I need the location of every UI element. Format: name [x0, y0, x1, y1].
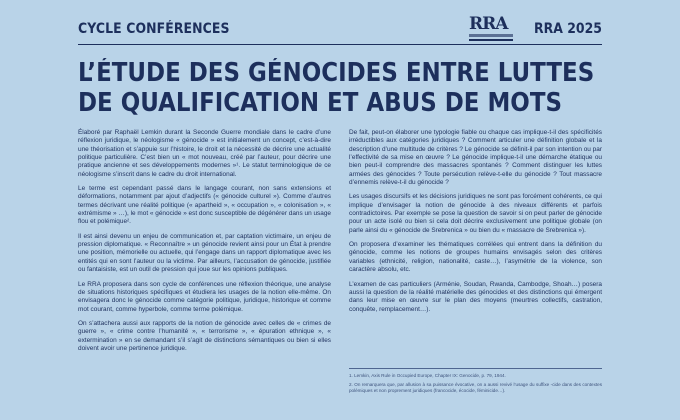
series-title: CYCLE CONFÉRENCES — [78, 21, 230, 37]
header-divider — [78, 44, 602, 45]
page-header — [78, 16, 602, 42]
paragraph: On s’attachera aussi aux rapports de la notion de génocide avec celles de « crimes de guerre », « crime contre l’humanité », « terrorisme », « épuration ethnique », « extermination » en se demandant s’il s’agit de distinctions sémantiques ou bien si elles doivent avoir une pertinence juridique. — [78, 319, 331, 352]
paragraph: Le RRA proposera dans son cycle de conférences une réflexion théorique, une analyse de situations historiques spécifiques et étudiera les usages de la notion elle-même. On envisagera donc le génocide comme catégorie politique, juridique, historique et comme mot courant, comme hyperbole, comme terme polémique. — [78, 280, 331, 313]
paragraph: L’examen de cas particuliers (Arménie, Soudan, Rwanda, Cambodge, Shoah…) posera aussi la question de la réalité matérielle des génocides et des distinctions qui émergent dans leur mise en œuvre sur le plan des moyens (meurtres collectifs, castration, conquête, remplacement…). — [349, 280, 602, 313]
paragraph: Il est ainsi devenu un enjeu de communication et, par captation victimaire, un enjeu de pression diplomatique. « Reconnaître » un génocide revient ainsi pour un État à prendre une position, mémorielle ou actuelle, qui l’engage dans un rapport diplomatique avec les entités qui en sont l’auteur ou la victime. Par ailleurs, l’accusation de génocide, justifiée ou fantaisiste, est un outil de pression qui joue sur les opinions publiques. — [78, 232, 331, 274]
body-columns — [78, 129, 602, 420]
title-line-1: L’ÉTUDE DES GÉNOCIDES ENTRE LUTTES — [78, 58, 595, 88]
paragraph: On proposera d’examiner les thématiques corrélées qui entrent dans la définition du génocide, comme les notions de groupes humains envisagés selon des critères variables (ethnicité, religion, nationalité, caste…), l’asymétrie de la violence, son caractère absolu, etc. — [349, 241, 602, 274]
right-column — [349, 129, 602, 420]
paragraph: Élaboré par Raphaël Lemkin durant la Seconde Guerre mondiale dans le cadre d’une réflexion juridique, le néologisme « génocide » est initialement un concept, c’est-à-dire une théorisation et s’appuie sur l’histoire, le droit et la nécessité de décrire une actualité politique particulière. C’est bien un « mot nouveau, créé par l’auteur, pour décrire une pratique ancienne et ses développements modernes »¹. Le statut terminologique de ce néologisme s’inscrit dans le cadre du droit international. — [78, 129, 331, 178]
paragraph: Le terme est cependant passé dans le langage courant, non sans extensions et déformations, notamment par ajout d’adjectifs (« génocide culturel »). Comme d’autres termes décrivant une réalité politique (« apartheid », « occupation », « colonisation », « extrémisme » …), le mot « génocide » est donc susceptible de dégénérer dans un usage flou et polémique². — [78, 185, 331, 226]
brand-group — [469, 14, 602, 41]
footnotes — [349, 368, 602, 397]
page-title — [78, 58, 595, 118]
paragraph: De fait, peut-on élaborer une typologie fiable ou chaque cas implique-t-il des spécificités irréductibles aux catégories juridiques ? Comment articuler une définition globale et la description d’une multitude de critères ? Le génocide se définit-il par son intention ou par l’effectivité de sa mise en œuvre ? Le génocide implique-t-il une démarche étatique ou bien peut-il comprendre des massacres spontanés ? Comment distinguer les luttes armées des génocides ? Toute persécution relève-t-elle du génocide ? Tout massacre d’ennemis relève-t-il du génocide ? — [349, 129, 602, 187]
logo-underline — [469, 34, 513, 37]
footnote: 1. Lemkin, Axis Rule in Occupied Europe, Chapter IX: Genocide, p. 79, 1944. — [349, 373, 506, 378]
logo-lettering: RRA — [469, 14, 508, 34]
rra-logo-icon — [469, 14, 513, 41]
footnote: 2. On remarquera que, par allusion à sa puissance évocative, on a aussi revivé l’usage du suffixe -cide dans des contextes polémiques et non proprement juridiques (francocide, écocide, féminicide…). — [349, 382, 602, 393]
left-column — [78, 129, 331, 420]
title-line-2: DE QUALIFICATION ET ABUS DE MOTS — [78, 88, 563, 118]
paragraph: Les usages discursifs et les décisions juridiques ne sont pas forcément cohérents, ce qui implique d’envisager la notion de génocide à des niveaux différents et parfois contradictoires. Par exemple se pose la question de savoir si on peut parler de génocide pour un acte isolé ou bien si cela doit décrire exclusivement une politique globale (on parle ainsi du « génocide de Srebrenica » ou bien du « massacre de Srebrenica »). — [349, 193, 602, 234]
edition-label: RRA 2025 — [534, 21, 602, 37]
